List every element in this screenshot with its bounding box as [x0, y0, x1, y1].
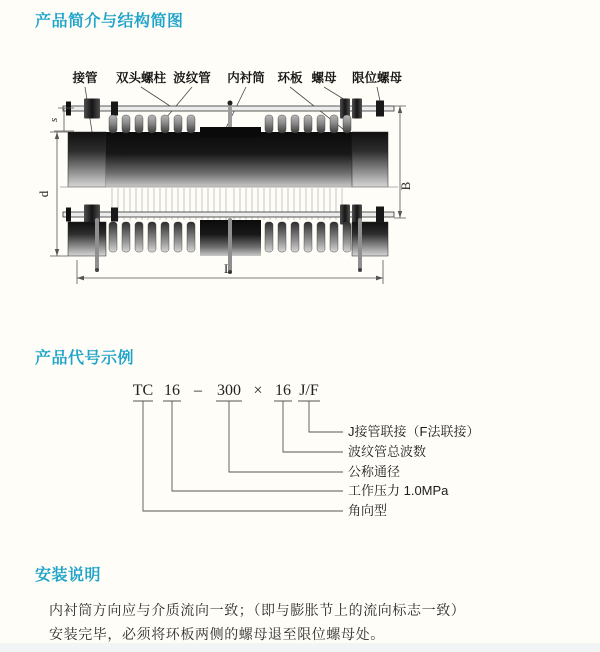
section-title-installation: 安装说明 [35, 567, 102, 584]
part-label-inner-liner: 内衬筒 [227, 71, 265, 85]
code-segment-diameter: 300 [217, 382, 241, 399]
code-segment-connection: J/F [299, 382, 319, 399]
main-shell [106, 132, 352, 187]
dimension-L [77, 260, 383, 284]
right-end-pipe [352, 132, 388, 187]
dimension-d [36, 132, 68, 256]
top-left-stud-nut [111, 102, 118, 116]
code-segment-dash: – [194, 382, 202, 399]
part-label-nut: 螺母 [311, 71, 337, 85]
desc-working-pressure: 工作压力 1.0MPa [348, 483, 449, 498]
top-left-nut [84, 99, 100, 119]
installation-note-line: 安装完毕，必须将环板两侧的螺母退至限位螺母处。 [49, 626, 385, 642]
left-end-pipe [68, 132, 106, 187]
section-title-code-example: 产品代号示例 [35, 350, 135, 367]
part-label-connecting-pipe: 接管 [72, 71, 98, 85]
page-bottom-strip [0, 643, 600, 652]
top-right-limit-nut [376, 101, 384, 117]
dim-L-label: L [224, 261, 232, 276]
code-descriptions [348, 424, 479, 518]
code-segment-waves: 16 [275, 382, 291, 399]
dim-d-label: d [36, 190, 51, 198]
desc-wave-count: 波纹管总波数 [348, 444, 427, 459]
installation-notes [49, 598, 569, 646]
dim-B-label: B [398, 181, 413, 191]
diagram-part-labels [71, 70, 402, 85]
top-left-washer [66, 102, 71, 116]
code-segment-times: × [253, 382, 263, 399]
product-code-diagram [100, 370, 580, 540]
desc-connection: J接管联接（F法联接） [348, 424, 480, 439]
upper-bellows-left [109, 115, 195, 133]
upper-bellows-right [265, 115, 351, 133]
installation-note-line: 内衬筒方向应与介质流向一致；（即与膨胀节上的流向标志一致） [49, 602, 466, 618]
code-segments [133, 382, 319, 399]
part-label-limit-nut: 限位螺母 [351, 71, 403, 85]
top-right-nut-2 [352, 99, 362, 119]
section-title-overview: 产品简介与结构简图 [35, 13, 184, 30]
code-segment-type: TC [132, 382, 154, 399]
desc-nominal-diameter: 公称通径 [348, 464, 401, 479]
part-label-double-stud: 双头螺柱 [115, 71, 167, 85]
structure-diagram [30, 60, 470, 320]
lower-bellows-left [109, 222, 195, 252]
desc-angular-type: 角向型 [348, 503, 388, 518]
dimension-B [394, 106, 413, 218]
part-label-ring-plate: 环板 [277, 71, 303, 85]
dim-s-label: s [48, 117, 60, 123]
code-segment-pressure: 16 [164, 382, 180, 399]
part-label-bellows: 波纹管 [173, 71, 211, 85]
liner-band [200, 127, 261, 137]
code-connector-lines [133, 401, 343, 511]
lower-bellows-right [265, 222, 351, 252]
